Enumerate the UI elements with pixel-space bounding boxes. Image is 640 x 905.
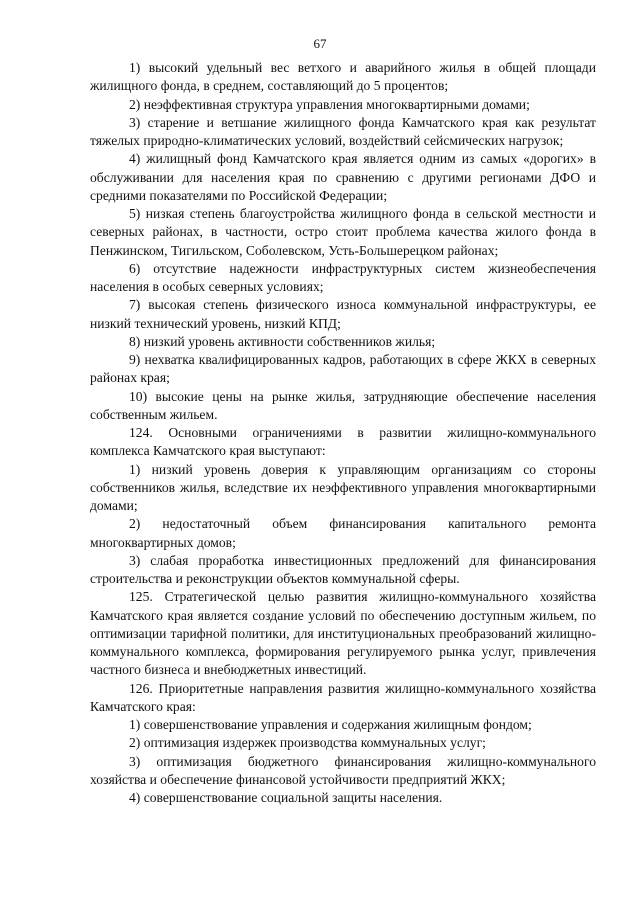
paragraph-priority-1: 1) совершенствование управления и содержания жилищным фондом; [129,717,532,732]
paragraph-priority-4: 4) совершенствование социальной защиты населения. [129,790,443,805]
paragraph-problem-8: 8) низкий уровень активности собственников жилья; [129,333,436,349]
paragraph-problem-3: 3) старение и ветшание жилищного фонда Камчатского края как результат тяжелых природно-климатических условий, воздействий сейсмических нагрузок; [90,114,596,148]
paragraph-problem-5: 5) низкая степень благоустройства жилищного фонда в сельской местности и северных районах, в частности, остро стоит проблема качества жилого фонда в Пенжинском, Тигильском, Соболевском, Усть-Большерецком районах; [90,206,596,258]
paragraph-problem-10: 10) высокие цены на рынке жилья, затрудняющие обеспечение населения собственным жильем. [90,388,596,422]
paragraph-constraint-2: 2) недостаточный объем финансирования капитального ремонта многоквартирных домов; [90,516,596,550]
page-number: 67 [313,36,327,51]
paragraph-priority-3: 3) оптимизация бюджетного финансирования жилищно-коммунального хозяйства и обеспечение финансовой устойчивости предприятий ЖКХ; [90,753,596,787]
paragraph-priority-2: 2) оптимизация издержек производства коммунальных услуг; [129,735,486,751]
paragraph-problem-9: 9) нехватка квалифицированных кадров, работающих в сфере ЖКХ в северных районах края; [90,352,596,386]
paragraph-section-124: 124. Основными ограничениями в развитии жилищно-коммунального комплекса Камчатского края выступают: [90,425,596,459]
paragraph-problem-2: 2) неэффективная структура управления многоквартирными домами; [129,96,530,112]
paragraph-problem-6: 6) отсутствие надежности инфраструктурных систем жизнеобеспечения населения в особых северных условиях; [90,260,596,294]
paragraph-section-126: 126. Приоритетные направления развития жилищно-коммунального хозяйства Камчатского края: [90,680,596,714]
paragraph-problem-7: 7) высокая степень физического износа коммунальной инфраструктуры, ее низкий технический уровень, низкий КПД; [90,297,596,331]
paragraph-section-125: 125. Стратегической целью развития жилищно-коммунального хозяйства Камчатского края является создание условий по обеспечению доступным жильем, по оптимизации тарифной политики, для институциональных преобразований жилищно-коммунального комплекса, формирования регулируемого рынка услуг, привлечения частного бизнеса и внебюджетных инвестиций. [90,589,596,678]
paragraph-constraint-1: 1) низкий уровень доверия к управляющим организациям со стороны собственников жилья, вследствие их неэффективного управления многоквартирными домами; [90,461,596,513]
paragraph-constraint-3: 3) слабая проработка инвестиционных предложений для финансирования строительства и реконструкции объектов коммунальной сферы. [90,552,596,586]
paragraph-problem-4: 4) жилищный фонд Камчатского края является одним из самых «дорогих» в обслуживании для населения края по сравнению с другими регионами ДФО и средними показателями по Российской Федерации; [90,151,596,203]
document-body [90,59,596,807]
paragraph-problem-1: 1) высокий удельный вес ветхого и аварийного жилья в общей площади жилищного фонда, в среднем, составляющий до 5 процентов; [90,60,596,94]
